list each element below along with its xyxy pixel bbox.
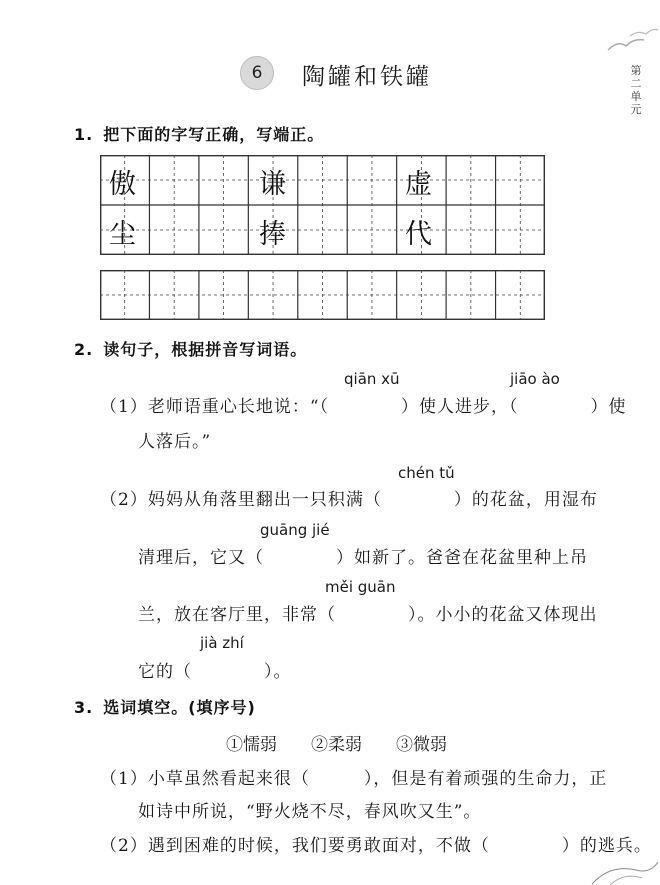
pinyin-guang-jie: guāng jié	[260, 521, 330, 539]
q2-item2-line4: 它的（ ）。	[138, 662, 292, 682]
q3-item2-line1	[100, 831, 652, 856]
pinyin-mei-guan: měi guān	[325, 578, 396, 596]
q1-title: 把下面的字写正确，写端正。	[103, 125, 325, 144]
q2-item2-line2: 清理后，它又（ ）如新了。爸爸在花盆里种上吊	[138, 548, 588, 568]
grid1-char-1: 傲	[109, 169, 136, 200]
q2-item1-label: （1）	[100, 397, 148, 417]
grid1-char-4: 尘	[109, 219, 136, 250]
pinyin-chen-tu: chén tǔ	[398, 464, 455, 482]
q2-number: 2.	[74, 340, 94, 359]
q2-heading	[74, 337, 307, 360]
lesson-number-badge: 6	[240, 56, 274, 90]
q3-heading	[74, 695, 256, 718]
q1-heading	[74, 122, 324, 145]
q3-item1-text1: 小草虽然看起来很（ ），但是有着顽强的生命力，正	[147, 769, 608, 789]
q2-item2-line3: 兰，放在客厅里，非常（ ）。小小的花盆又体现出	[138, 605, 598, 625]
grid1-char-3: 虚	[405, 169, 432, 200]
unit-tab: 第二单元	[630, 64, 642, 116]
q2-title: 读句子，根据拼音写词语。	[103, 340, 308, 359]
option-2: ②柔弱	[311, 735, 362, 755]
q2-item1-line2: 人落后。”	[138, 432, 212, 452]
option-1: ①懦弱	[226, 735, 277, 755]
q2-item2-line1	[100, 485, 598, 510]
q3-item2-text1: 遇到困难的时候，我们要勇敢面对，不做（ ）的逃兵。	[147, 836, 652, 856]
grid1-char-2: 谦	[259, 169, 286, 200]
pinyin-qian-xu: qiān xū	[344, 370, 400, 388]
q3-item1-line2: 如诗中所说，“野火烧不尽，春风吹又生”。	[138, 802, 482, 822]
corner-decoration	[590, 858, 660, 885]
q3-title: 选词填空。(填序号)	[103, 698, 256, 717]
q2-item1-line1	[100, 392, 627, 417]
grid1-char-5: 捧	[259, 219, 286, 250]
birds-decoration	[600, 28, 660, 58]
q2-item2-label: （2）	[100, 490, 148, 510]
lesson-title: 陶罐和铁罐	[302, 64, 432, 90]
q2-item2-text1: 妈妈从角落里翻出一只积满（ ）的花盆，用湿布	[147, 490, 598, 510]
option-3: ③微弱	[396, 735, 447, 755]
grid1-char-6: 代	[405, 219, 432, 250]
pinyin-jiao-ao: jiāo ào	[510, 370, 560, 388]
q3-number: 3.	[74, 698, 94, 717]
q3-item1-line1	[100, 764, 607, 789]
writing-grid-1	[100, 155, 545, 255]
q1-number: 1.	[74, 125, 94, 144]
q3-item1-label: （1）	[100, 769, 148, 789]
q2-item1-text1: 老师语重心长地说：“（ ）使人进步，（ ）使	[147, 397, 627, 417]
q3-options	[226, 730, 481, 755]
q3-item2-label: （2）	[100, 836, 148, 856]
writing-grid-2[interactable]	[100, 270, 545, 320]
pinyin-jia-zhi: jià zhí	[200, 634, 244, 652]
